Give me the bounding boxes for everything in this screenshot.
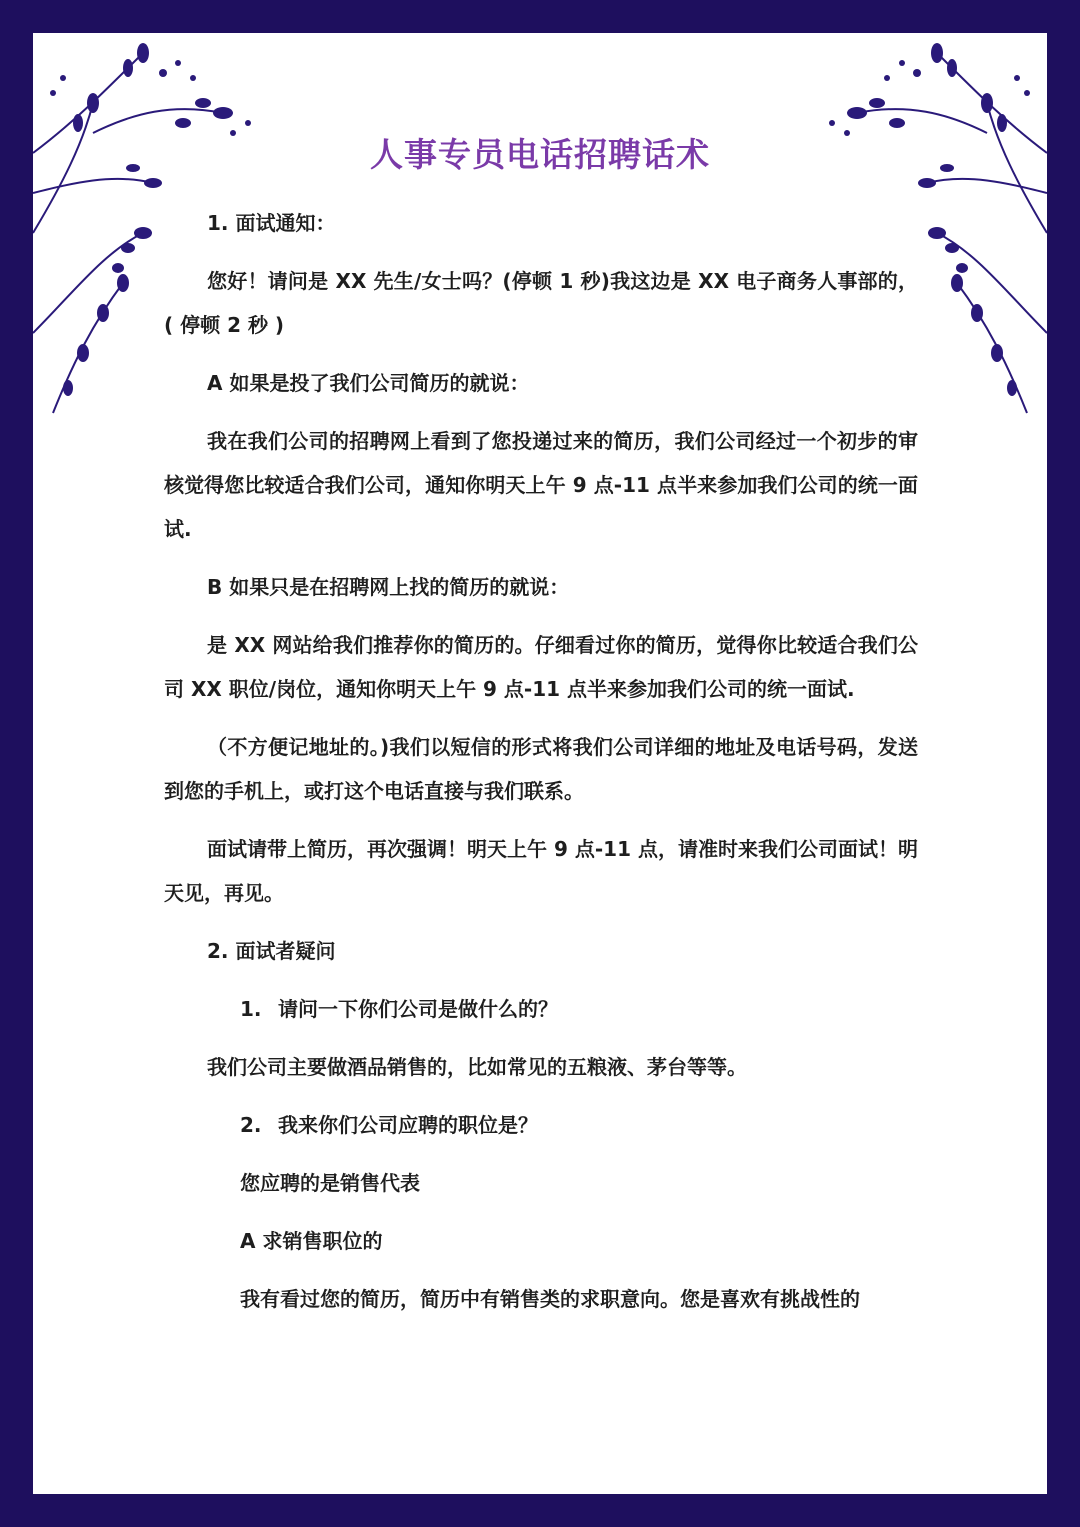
paragraph: （不方便记地址的。)我们以短信的形式将我们公司详细的地址及电话号码，发送到您的手机上，或打这个电话直接与我们联系。 [164, 735, 918, 803]
question-text: 请问一下你们公司是做什么的？ [278, 997, 558, 1021]
answer-text: 我有看过您的简历，简历中有销售类的求职意向。您是喜欢有挑战性的 [240, 1287, 860, 1311]
answer-text: 我们公司主要做酒品销售的，比如常见的五粮液、茅台等等。 [207, 1055, 747, 1079]
question-item-1 [164, 987, 918, 1031]
question-number: 2. [240, 1113, 262, 1137]
paragraph: B 如果只是在招聘网上找的简历的就说： [207, 575, 570, 599]
document-page [33, 33, 1047, 1494]
section-heading-2: 2. 面试者疑问 [207, 939, 336, 963]
paragraph: 我在我们公司的招聘网上看到了您投递过来的简历，我们公司经过一个初步的审核觉得您比较适合我们公司，通知你明天上午 9 点-11 点半来参加我们公司的统一面试. [164, 429, 918, 541]
question-text: 我来你们公司应聘的职位是？ [278, 1113, 538, 1137]
paragraph: 是 XX 网站给我们推荐你的简历的。仔细看过你的简历，觉得你比较适合我们公司 XX 职位/岗位，通知你明天上午 9 点-11 点半来参加我们公司的统一面试. [164, 633, 918, 701]
document-body [164, 201, 918, 1335]
answer-text: 您应聘的是销售代表 [240, 1171, 420, 1195]
paragraph: A 如果是投了我们公司简历的就说： [207, 371, 530, 395]
answer-subheading: A 求销售职位的 [240, 1229, 383, 1253]
question-number: 1. [240, 997, 262, 1021]
section-heading-1: 1. 面试通知： [207, 211, 336, 235]
paragraph: 您好！请问是 XX 先生/女士吗？(停顿 1 秒)我这边是 XX 电子商务人事部的，( 停顿 2 秒 ) [164, 269, 918, 337]
paragraph: 面试请带上简历，再次强调！明天上午 9 点-11 点，请准时来我们公司面试！明天见，再见。 [164, 837, 918, 905]
page-title: 人事专员电话招聘话术 [370, 135, 710, 174]
question-item-2 [164, 1103, 918, 1147]
